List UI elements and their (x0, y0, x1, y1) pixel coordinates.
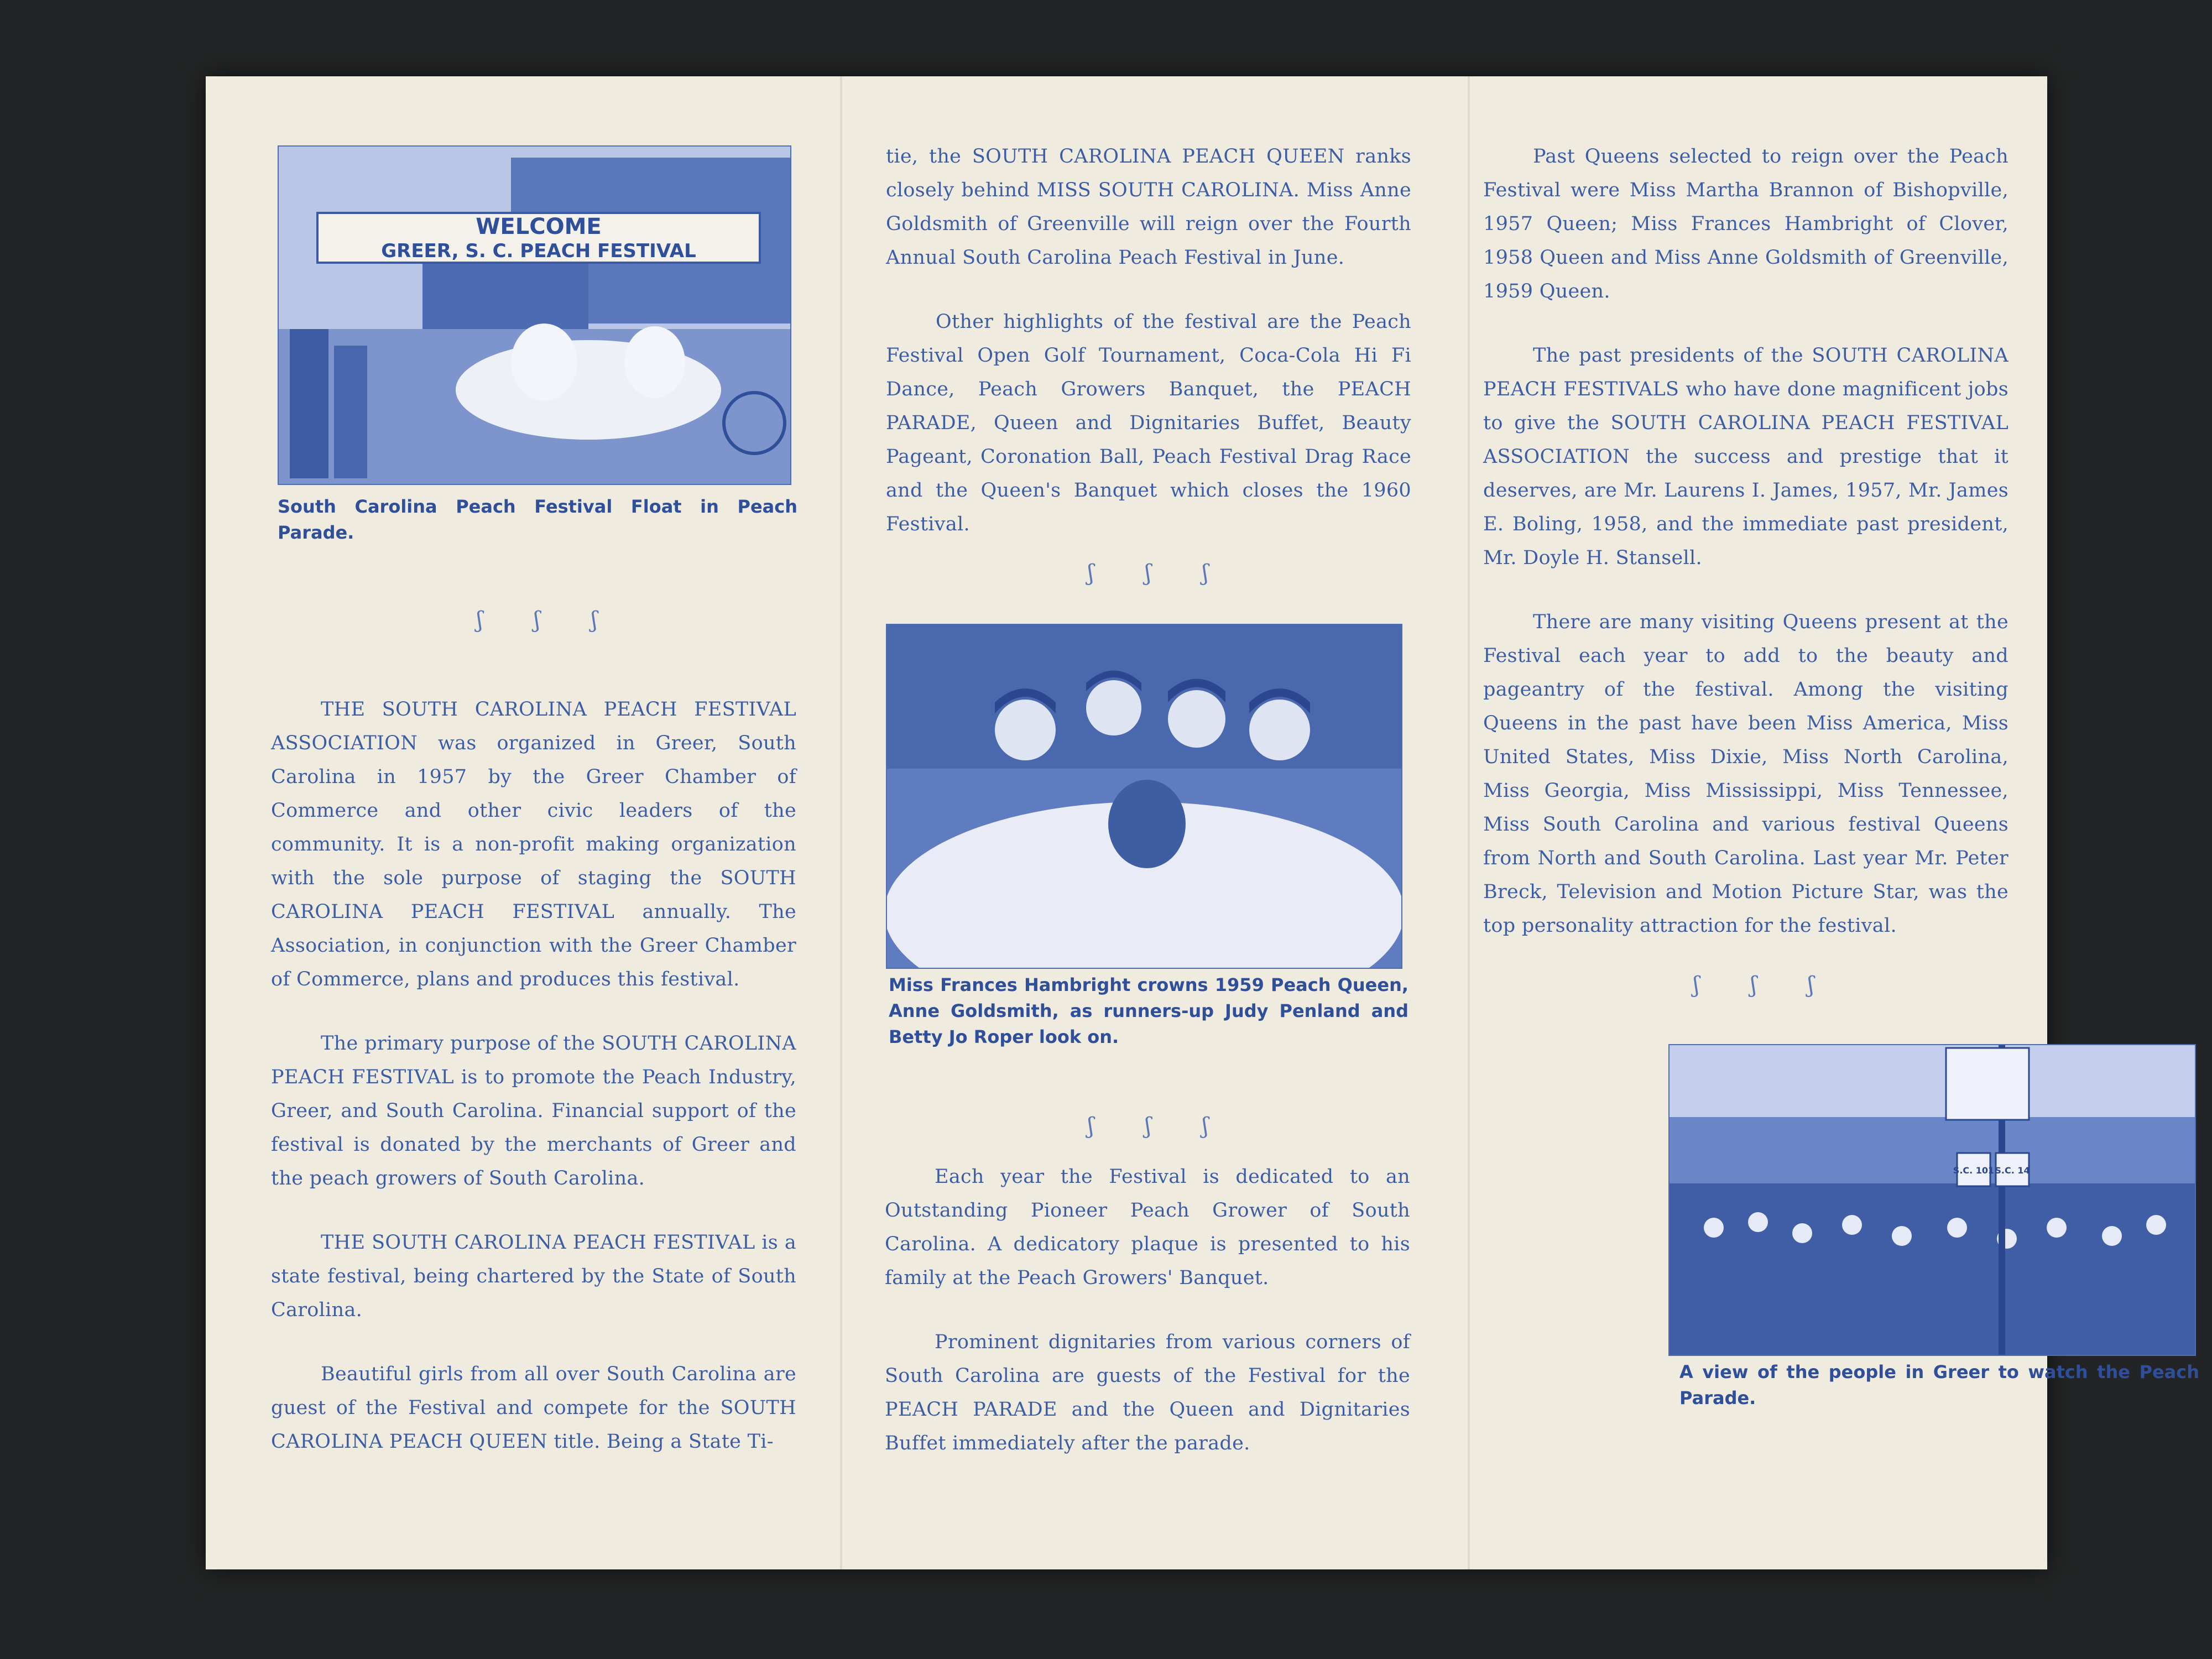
paragraph: Each year the Festival is dedicated to an Outstanding Pioneer Peach Grower of South Carolina. A dedicatory plaque is presented to his family at the Peach Growers' Banquet. (885, 1166, 1410, 1289)
banner-welcome: WELCOME (476, 214, 602, 239)
route-sign-101: S.C. 101 (1953, 1165, 1995, 1176)
paragraph: Beautiful girls from all over South Carolina are guest of the Festival and compete for the SOUTH CAROLINA PEACH QUEEN title. Being a State Ti- (271, 1363, 796, 1453)
banner-festival: GREER, S. C. PEACH FESTIVAL (381, 240, 696, 262)
paragraph: THE SOUTH CAROLINA PEACH FESTIVAL ASSOCIATION was organized in Greer, South Carolina in 1957 by the Greer Chamber of Commerce and other civic leaders of the community. It is a non-profit making organization with the sole purpose of staging the SOUTH CAROLINA PEACH FESTIVAL annually. The Association, in conjunction with the Greer Chamber of Commerce, plans and produces this festival. (271, 698, 796, 990)
queens-photo-caption: Miss Frances Hambright crowns 1959 Peach Queen, Anne Goldsmith, as runners-up Judy Penland and Betty Jo Roper look on. (889, 974, 1408, 1047)
float-photo-caption: South Carolina Peach Festival Float in Peach Parade. (278, 496, 797, 543)
brochure (206, 76, 2199, 1569)
middle-body-text-bottom (885, 1160, 1410, 1460)
queens-photo (886, 624, 1402, 969)
fold-line (840, 76, 842, 1569)
paragraph: Prominent dignitaries from various corners of South Carolina are guests of the Festival for the PEACH PARADE and the Queen and Dignitaries Buffet immediately after the parade. (885, 1331, 1410, 1454)
crowd-photo-caption: A view of the people in Greer to watch the Peach Parade. (1679, 1361, 2199, 1408)
paragraph: tie, the SOUTH CAROLINA PEACH QUEEN ranks closely behind MISS SOUTH CAROLINA. Miss Anne Goldsmith of Greenville will reign over the Fourth Annual South Carolina Peach Festival in June. (886, 145, 1411, 269)
ornament: ʃ ʃ ʃ (1693, 972, 1837, 998)
paragraph: The primary purpose of the SOUTH CAROLINA PEACH FESTIVAL is to promote the Peach Industry, Greer, and South Carolina. Financial support of the festival is donated by the merchants of Greer and the peach growers of South Carolina. (271, 1032, 796, 1190)
crowd-photo (1668, 1044, 2196, 1356)
float-photo (278, 145, 791, 485)
ornament: ʃ ʃ ʃ (477, 607, 620, 633)
middle-body-text-top (886, 140, 1411, 541)
paragraph: THE SOUTH CAROLINA PEACH FESTIVAL is a state festival, being chartered by the State of South Carolina. (271, 1232, 796, 1321)
ornament: ʃ ʃ ʃ (1088, 560, 1231, 586)
right-body-text (1483, 140, 2008, 943)
ornament: ʃ ʃ ʃ (1088, 1113, 1231, 1139)
route-sign-14: S.C. 14 (1995, 1165, 2030, 1176)
paragraph: Other highlights of the festival are the Peach Festival Open Golf Tournament, Coca-Cola Hi Fi Dance, Peach Growers Banquet, the PEACH PARADE, Queen and Dignitaries Buffet, Beauty Pageant, Coronation Ball, Peach Festival Drag Race and the Queen's Banquet which closes the 1960 Festival. (886, 311, 1411, 535)
paragraph: There are many visiting Queens present at the Festival each year to add to the beauty and pageantry of the festival. Among the visiting Queens in the past have been Miss America, Miss United States, Miss Dixie, Miss North Carolina, Miss Georgia, Miss Mississippi, Miss Tennessee, Miss South Carolina and various festival Queens from North and South Carolina. Last year Mr. Peter Breck, Television and Motion Picture Star, was the top personality attraction for the festival. (1483, 611, 2008, 937)
fold-line (1468, 76, 1470, 1569)
paragraph: Past Queens selected to reign over the Peach Festival were Miss Martha Brannon of Bishopville, 1957 Queen; Miss Frances Hambright of Clover, 1958 Queen and Miss Anne Goldsmith of Greenville, 1959 Queen. (1483, 145, 2008, 302)
left-body-text (271, 693, 796, 1459)
paragraph: The past presidents of the SOUTH CAROLINA PEACH FESTIVALS who have done magnificent jobs to give the SOUTH CAROLINA PEACH FESTIVAL ASSOCIATION the success and prestige that it deserves, are Mr. Laurens I. James, 1957, Mr. James E. Boling, 1958, and the immediate past president, Mr. Doyle H. Stansell. (1483, 345, 2008, 569)
